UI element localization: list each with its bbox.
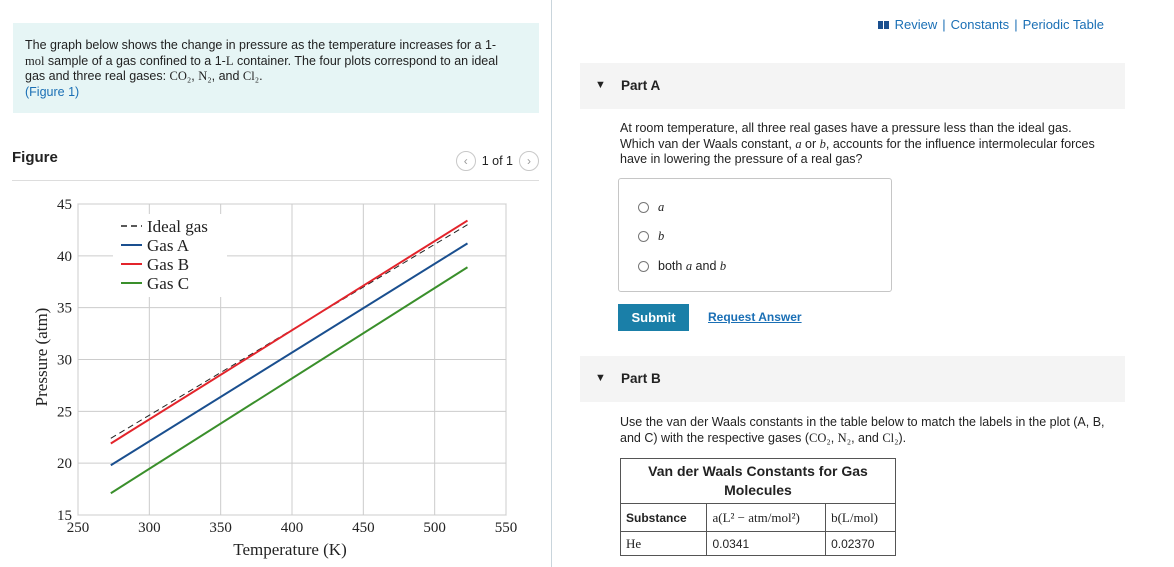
choice-b[interactable]: b — [638, 229, 664, 244]
x-tick-label: 500 — [423, 520, 446, 536]
y-tick-label: 40 — [57, 248, 72, 265]
intro-line-1: The graph below shows the change in pressure as the temperature increases for a 1- — [25, 38, 497, 52]
question-pane — [552, 0, 1174, 567]
radio-b[interactable] — [638, 231, 649, 242]
chevron-right-icon[interactable]: › — [519, 151, 539, 171]
choice-both[interactable]: both a and b — [638, 259, 726, 274]
x-tick-label: 300 — [138, 520, 161, 536]
y-tick-label: 35 — [57, 300, 72, 317]
submit-button[interactable]: Submit — [618, 304, 689, 331]
collapse-triangle-icon[interactable]: ▼ — [595, 79, 606, 91]
part-b-header[interactable] — [580, 356, 1125, 402]
series-line-gas-c — [111, 267, 468, 493]
part-a-header[interactable] — [580, 63, 1125, 109]
chevron-left-icon[interactable]: ‹ — [456, 151, 476, 171]
figure-pager — [456, 151, 539, 171]
legend-label: Gas B — [147, 255, 190, 274]
x-tick-label: 550 — [494, 520, 518, 536]
part-b-question: Use the van der Waals constants in the table below to match the labels in the plot (A, B, and C) with the respective gases (CO₂, N₂, and Cl₂). — [620, 415, 1105, 445]
x-tick-label: 350 — [209, 520, 232, 536]
table-header: a(L² − atm/mol²) — [707, 504, 826, 532]
pager-text: 1 of 1 — [481, 154, 513, 168]
x-tick-label: 450 — [352, 520, 375, 536]
table-caption: Van der Waals Constants for Gas Molecules — [621, 459, 896, 504]
table-cell: 0.02370 — [826, 532, 896, 556]
intro-line-2: mol sample of a gas confined to a 1-L container. The four plots correspond to an ideal — [25, 53, 498, 68]
request-answer-link[interactable]: Request Answer — [708, 310, 802, 324]
van-der-waals-table — [620, 458, 896, 556]
figure-title: Figure — [12, 149, 58, 166]
review-link[interactable]: Review — [894, 17, 938, 32]
part-a-label: Part A — [621, 78, 661, 93]
choice-box — [618, 178, 892, 292]
part-a-question: At room temperature, all three real gases have a pressure less than the ideal gas. Which van der Waals constant, a or b, accounts for the influence intermolecular forces have in lowering the pressure of a real gas? — [620, 121, 1095, 166]
y-tick-label: 15 — [57, 508, 72, 524]
y-tick-label: 20 — [57, 456, 72, 473]
table-header: b(L/mol) — [826, 504, 896, 532]
x-axis-label: Temperature (K) — [233, 540, 347, 559]
review-icon — [878, 20, 890, 30]
intro-line-3: gas and three real gases: CO₂, N₂, and Cl₂. — [25, 69, 263, 83]
legend-label: Gas A — [147, 236, 190, 255]
periodic-table-link[interactable]: Periodic Table — [1022, 17, 1104, 32]
x-tick-label: 400 — [280, 520, 304, 536]
x-tick-label: 250 — [66, 520, 90, 536]
y-tick-label: 25 — [57, 404, 72, 421]
y-tick-label: 45 — [57, 197, 72, 213]
radio-both[interactable] — [638, 261, 649, 272]
legend-label: Ideal gas — [147, 217, 208, 236]
figure-pane — [0, 0, 551, 567]
figure-link[interactable]: (Figure 1) — [25, 84, 80, 99]
table-header: Substance — [621, 504, 707, 532]
pressure-temperature-chart — [0, 185, 551, 565]
part-b-label: Part B — [621, 371, 661, 386]
constants-link[interactable]: Constants — [950, 17, 1010, 32]
top-links: Review | Constants | Periodic Table — [878, 17, 1104, 32]
intro-box — [13, 23, 539, 113]
y-axis-label: Pressure (atm) — [32, 307, 51, 407]
table-cell: He — [621, 532, 707, 556]
table-cell: 0.0341 — [707, 532, 826, 556]
y-tick-label: 30 — [57, 352, 72, 369]
collapse-triangle-icon[interactable]: ▼ — [595, 372, 606, 384]
radio-a[interactable] — [638, 202, 649, 213]
choice-a[interactable]: a — [638, 200, 664, 215]
figure-divider — [12, 180, 539, 181]
legend-label: Gas C — [147, 274, 190, 293]
